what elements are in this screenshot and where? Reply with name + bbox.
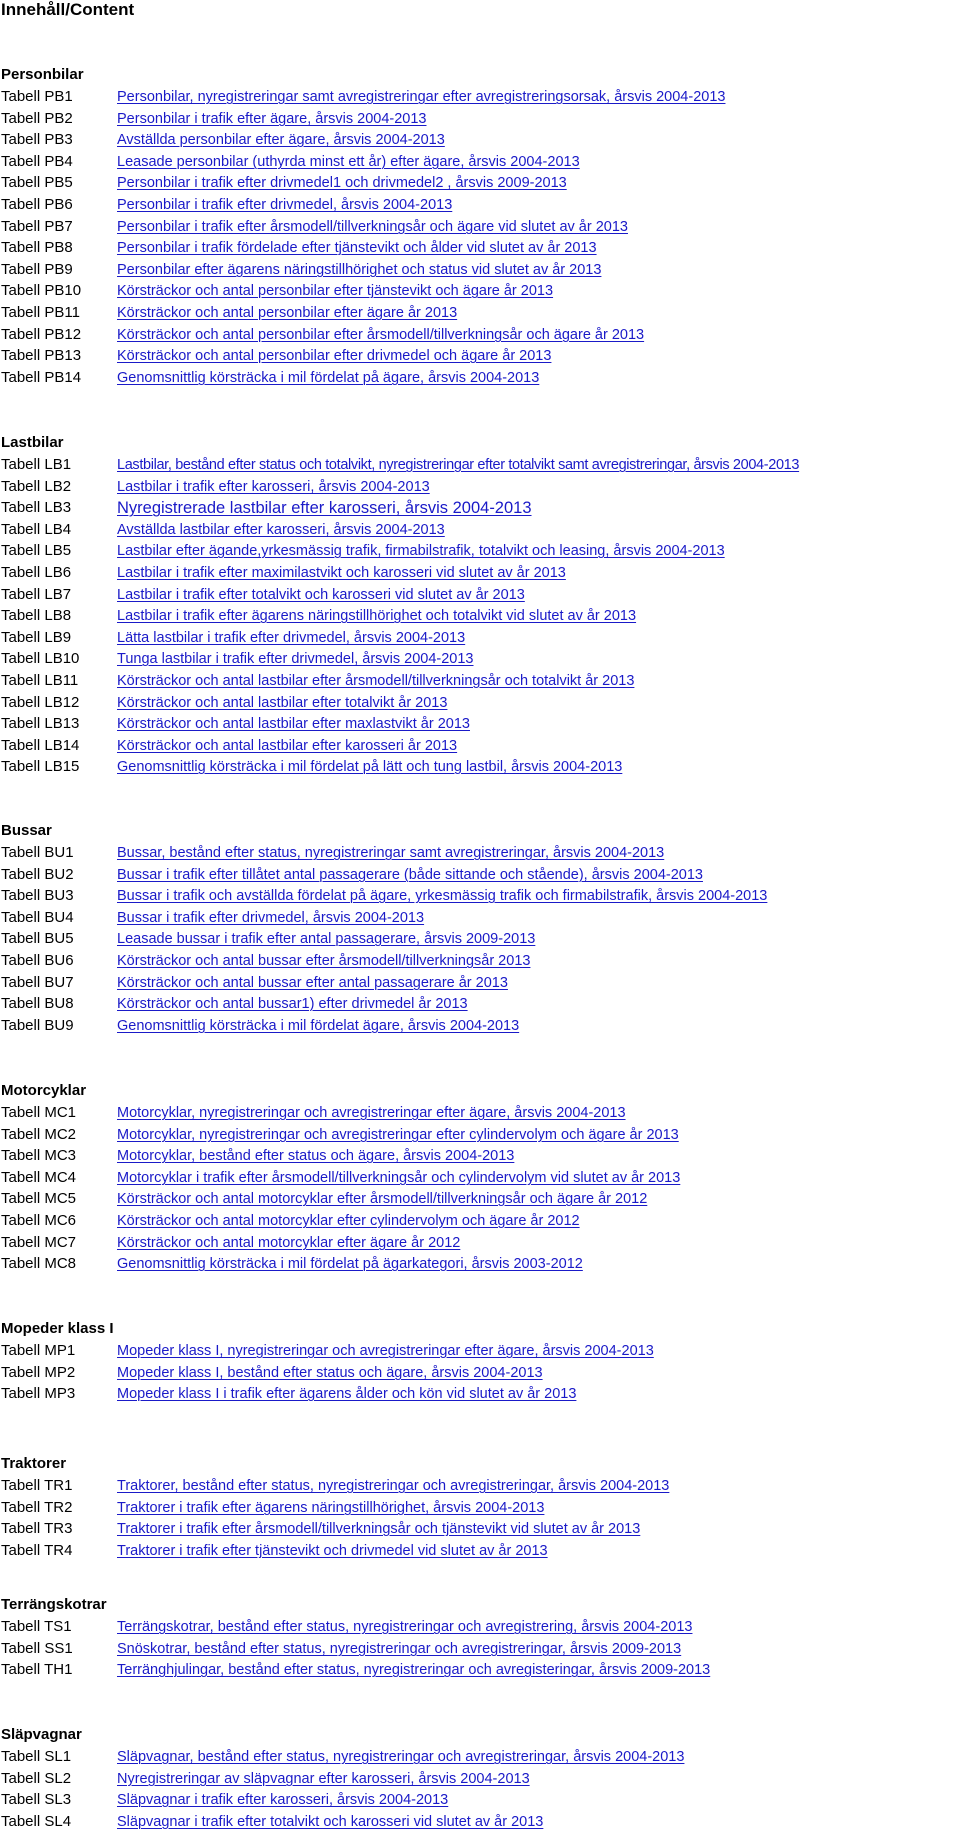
toc-row (1, 130, 959, 151)
table-code: Tabell MP2 (1, 1364, 76, 1381)
table-code: Tabell PB9 (1, 261, 73, 278)
table-code: Tabell PB10 (1, 282, 82, 299)
toc-row (1, 325, 959, 346)
toc-row (1, 238, 959, 259)
table-link[interactable]: Motorcyklar i trafik efter årsmodell/tillverkningsår och cylindervolym vid slutet av år 2013 (117, 1170, 681, 1186)
table-link[interactable]: Körsträckor och antal lastbilar efter årsmodell/tillverkningsår och totalvikt år 2013 (117, 673, 635, 689)
toc-row (1, 1541, 959, 1562)
table-code: Tabell MC8 (1, 1255, 77, 1272)
toc-row (1, 736, 959, 757)
table-code: Tabell MC1 (1, 1104, 77, 1121)
table-link[interactable]: Lastbilar i trafik efter karosseri, årsvis 2004-2013 (117, 479, 430, 495)
table-link[interactable]: Körsträckor och antal personbilar efter ägare år 2013 (117, 305, 458, 321)
table-link[interactable]: Traktorer i trafik efter ägarens näringstillhörighet, årsvis 2004-2013 (117, 1500, 545, 1516)
table-link[interactable]: Bussar, bestånd efter status, nyregistreringar samt avregistreringar, årsvis 2004-2013 (117, 845, 665, 861)
table-link[interactable]: Motorcyklar, nyregistreringar och avregistreringar efter cylindervolym och ägare år 2013 (117, 1127, 679, 1143)
toc-row (1, 886, 959, 907)
table-code: Tabell LB7 (1, 586, 72, 603)
table-code: Tabell PB14 (1, 369, 82, 386)
toc-row (1, 1211, 959, 1232)
table-link[interactable]: Körsträckor och antal motorcyklar efter årsmodell/tillverkningsår och ägare år 2012 (117, 1191, 648, 1207)
table-code: Tabell LB1 (1, 456, 72, 473)
toc-row (1, 346, 959, 367)
toc-row (1, 1146, 959, 1167)
toc-row (1, 606, 959, 627)
table-link[interactable]: Personbilar efter ägarens näringstillhörighet och status vid slutet av år 2013 (117, 262, 602, 278)
table-code: Tabell TS1 (1, 1618, 72, 1635)
section-heading: Personbilar (1, 66, 84, 83)
table-link[interactable]: Körsträckor och antal motorcyklar efter cylindervolym och ägare år 2012 (117, 1213, 580, 1229)
table-link[interactable]: Körsträckor och antal lastbilar efter maxlastvikt år 2013 (117, 716, 470, 732)
table-link[interactable]: Motorcyklar, nyregistreringar och avregistreringar efter ägare, årsvis 2004‑2013 (117, 1105, 626, 1121)
toc-row (1, 1254, 959, 1275)
table-code: Tabell PB5 (1, 174, 73, 191)
section-heading: Traktorer (1, 1455, 67, 1472)
table-link[interactable]: Snöskotrar, bestånd efter status, nyregistreringar och avregistreringar, årsvis 2009-2013 (117, 1641, 682, 1657)
table-link[interactable]: Lastbilar efter ägande,yrkesmässig trafik, firmabilstrafik, totalvikt och leasing, årsvis 2004-2013 (117, 543, 725, 559)
toc-row (1, 1363, 959, 1384)
toc-row (1, 477, 959, 498)
toc-row (1, 1660, 959, 1681)
table-link[interactable]: Personbilar i trafik efter årsmodell/tillverkningsår och ägare vid slutet av år 2013 (117, 219, 628, 235)
table-link[interactable]: Bussar i trafik efter drivmedel, årsvis 2004-2013 (117, 910, 425, 926)
toc-row (1, 1189, 959, 1210)
table-link[interactable]: Körsträckor och antal lastbilar efter karosseri år 2013 (117, 738, 458, 754)
section-heading: Motorcyklar (1, 1082, 87, 1099)
toc-row (1, 951, 959, 972)
toc-row (1, 585, 959, 606)
table-link[interactable]: Släpvagnar i trafik efter karosseri, årsvis 2004-2013 (117, 1792, 449, 1808)
table-link[interactable]: Släpvagnar i trafik efter totalvikt och karosseri vid slutet av år 2013 (117, 1814, 544, 1830)
table-link[interactable]: Tunga lastbilar i trafik efter drivmedel, årsvis 2004-2013 (117, 651, 474, 667)
toc-row (1, 1639, 959, 1660)
table-code: Tabell LB3 (1, 499, 72, 516)
toc-row (1, 195, 959, 216)
table-code: Tabell BU8 (1, 995, 74, 1012)
toc-row (1, 1016, 959, 1037)
toc-row (1, 865, 959, 886)
toc-row (1, 1125, 959, 1146)
table-link[interactable]: Körsträckor och antal personbilar efter tjänstevikt och ägare år 2013 (117, 283, 554, 299)
table-link[interactable]: Traktorer i trafik efter tjänstevikt och drivmedel vid slutet av år 2013 (117, 1543, 548, 1559)
table-code: Tabell LB9 (1, 629, 72, 646)
toc-row (1, 693, 959, 714)
toc-row (1, 757, 959, 778)
table-code: Tabell SL3 (1, 1791, 72, 1808)
table-link[interactable]: Genomsnittlig körsträcka i mil fördelat på ägarkategori, årsvis 2003‑2012 (117, 1256, 583, 1272)
section-heading: Lastbilar (1, 434, 64, 451)
table-link[interactable]: Personbilar i trafik efter drivmedel, årsvis 2004-2013 (117, 197, 453, 213)
table-link[interactable]: Körsträckor och antal lastbilar efter totalvikt år 2013 (117, 695, 448, 711)
table-code: Tabell PB1 (1, 88, 73, 105)
toc-row (1, 1384, 959, 1405)
toc-row (1, 520, 959, 541)
table-link[interactable]: Genomsnittlig körsträcka i mil fördelat på ägare, årsvis 2004-2013 (117, 370, 540, 386)
toc-row (1, 152, 959, 173)
toc-row (1, 628, 959, 649)
table-link[interactable]: Traktorer i trafik efter årsmodell/tillverkningsår och tjänstevikt vid slutet av år 2013 (117, 1521, 641, 1537)
table-code: Tabell BU6 (1, 952, 74, 969)
section-heading: Släpvagnar (1, 1726, 82, 1743)
table-code: Tabell LB10 (1, 650, 80, 667)
table-code: Tabell MC2 (1, 1126, 77, 1143)
table-link[interactable]: Motorcyklar, bestånd efter status och ägare, årsvis 2004-2013 (117, 1148, 515, 1164)
toc-row (1, 994, 959, 1015)
toc-row (1, 714, 959, 735)
table-link[interactable]: Nyregistrerade lastbilar efter karosseri, årsvis 2004-2013 (117, 499, 532, 517)
table-link[interactable]: Personbilar i trafik efter drivmedel1 och drivmedel2 , årsvis 2009-2013 (117, 175, 567, 191)
table-link[interactable]: Lastbilar i trafik efter totalvikt och karosseri vid slutet av år 2013 (117, 587, 525, 603)
table-code: Tabell LB2 (1, 478, 72, 495)
toc-row (1, 498, 959, 519)
toc-row (1, 1476, 959, 1497)
table-code: Tabell BU7 (1, 974, 74, 991)
table-link[interactable]: Mopeder klass I, nyregistreringar och avregistreringar efter ägare, årsvis 2004-2013 (117, 1343, 654, 1359)
table-code: Tabell LB12 (1, 694, 80, 711)
table-code: Tabell TR2 (1, 1499, 73, 1516)
table-code: Tabell PB12 (1, 326, 82, 343)
toc-row (1, 929, 959, 950)
table-code: Tabell PB6 (1, 196, 73, 213)
table-code: Tabell TH1 (1, 1661, 73, 1678)
table-link[interactable]: Personbilar i trafik fördelade efter tjänstevikt och ålder vid slutet av år 2013 (117, 240, 597, 256)
table-code: Tabell PB4 (1, 153, 73, 170)
table-code: Tabell BU4 (1, 909, 74, 926)
table-link[interactable]: Nyregistreringar av släpvagnar efter karosseri, årsvis 2004-2013 (117, 1771, 530, 1787)
table-code: Tabell BU2 (1, 866, 74, 883)
toc-row (1, 563, 959, 584)
table-code: Tabell TR3 (1, 1520, 73, 1537)
table-code: Tabell MC6 (1, 1212, 77, 1229)
table-code: Tabell SL1 (1, 1748, 72, 1765)
table-code: Tabell SS1 (1, 1640, 73, 1657)
table-link[interactable]: Avställda lastbilar efter karosseri, årsvis 2004-2013 (117, 522, 445, 538)
toc-row (1, 173, 959, 194)
table-link[interactable]: Genomsnittlig körsträcka i mil fördelat ägare, årsvis 2004-2013 (117, 1018, 520, 1034)
table-code: Tabell PB8 (1, 239, 73, 256)
toc-row (1, 1168, 959, 1189)
table-link[interactable]: Terrängskotrar, bestånd efter status, nyregistreringar och avregistrering, årsvis 2004-2013 (117, 1619, 693, 1635)
table-link[interactable]: Körsträckor och antal bussar efter antal passagerare år 2013 (117, 975, 508, 991)
toc-row (1, 1233, 959, 1254)
table-link[interactable]: Personbilar i trafik efter ägare, årsvis 2004-2013 (117, 111, 427, 127)
table-link[interactable]: Mopeder klass I i trafik efter ägarens ålder och kön vid slutet av år 2013 (117, 1386, 577, 1402)
table-code: Tabell LB5 (1, 542, 72, 559)
table-link[interactable]: Släpvagnar, bestånd efter status, nyregistreringar och avregistreringar, årsvis 2004-2013 (117, 1749, 685, 1765)
toc-row (1, 1341, 959, 1362)
table-link[interactable]: Avställda personbilar efter ägare, årsvis 2004-2013 (117, 132, 445, 148)
table-code: Tabell PB11 (1, 304, 80, 321)
table-code: Tabell LB13 (1, 715, 80, 732)
table-code: Tabell TR4 (1, 1542, 73, 1559)
section-heading: Terrängskotrar (1, 1596, 107, 1613)
table-code: Tabell LB4 (1, 521, 72, 538)
toc-row (1, 1103, 959, 1124)
toc-row (1, 671, 959, 692)
table-link[interactable]: Genomsnittlig körsträcka i mil fördelat på lätt och tung lastbil, årsvis 2004-2013 (117, 759, 623, 775)
table-link[interactable]: Leasade personbilar (uthyrda minst ett år) efter ägare, årsvis 2004-2013 (117, 154, 580, 170)
toc-row (1, 1769, 959, 1790)
toc-row (1, 843, 959, 864)
toc-row (1, 303, 959, 324)
table-code: Tabell LB15 (1, 758, 80, 775)
toc-row (1, 541, 959, 562)
table-link[interactable]: Mopeder klass I, bestånd efter status och ägare, årsvis 2004-2013 (117, 1365, 543, 1381)
table-code: Tabell SL2 (1, 1770, 72, 1787)
toc-row (1, 217, 959, 238)
toc-row (1, 455, 959, 476)
table-code: Tabell LB11 (1, 672, 79, 689)
table-code: Tabell BU9 (1, 1017, 74, 1034)
table-code: Tabell BU3 (1, 887, 74, 904)
table-link[interactable]: Körsträckor och antal personbilar efter årsmodell/tillverkningsår och ägare år 2013 (117, 327, 645, 343)
toc-row (1, 368, 959, 389)
table-link[interactable]: Körsträckor och antal motorcyklar efter ägare år 2012 (117, 1235, 461, 1251)
table-link[interactable]: Lastbilar, bestånd efter status och totalvikt, nyregistreringar efter totalvikt samt avregistreringar, årsvis 2004-2013 (117, 457, 800, 473)
toc-row (1, 87, 959, 108)
toc-row (1, 649, 959, 670)
section-heading: Mopeder klass I (1, 1320, 114, 1337)
toc-row (1, 1747, 959, 1768)
section-heading: Bussar (1, 822, 52, 839)
table-code: Tabell LB14 (1, 737, 80, 754)
toc-row (1, 1498, 959, 1519)
table-link[interactable]: Körsträckor och antal bussar1) efter drivmedel år 2013 (117, 996, 468, 1012)
table-code: Tabell TR1 (1, 1477, 73, 1494)
table-link[interactable]: Personbilar, nyregistreringar samt avregistreringar efter avregistreringsorsak, årsvis 2004-2013 (117, 89, 726, 105)
table-code: Tabell PB7 (1, 218, 73, 235)
table-link[interactable]: Lastbilar i trafik efter maximilastvikt och karosseri vid slutet av år 2013 (117, 565, 566, 581)
toc-row (1, 908, 959, 929)
table-code: Tabell MC3 (1, 1147, 77, 1164)
table-link[interactable]: Körsträckor och antal bussar efter årsmodell/tillverkningsår 2013 (117, 953, 531, 969)
table-code: Tabell PB2 (1, 110, 73, 127)
table-code: Tabell PB3 (1, 131, 73, 148)
table-code: Tabell PB13 (1, 347, 82, 364)
table-link[interactable]: Bussar i trafik och avställda fördelat på ägare, yrkesmässig trafik och firmabilstrafik, årsvis 2004-2013 (117, 888, 768, 904)
table-code: Tabell MC4 (1, 1169, 77, 1186)
table-link[interactable]: Traktorer, bestånd efter status, nyregistreringar och avregistreringar, årsvis 2004-2013 (117, 1478, 670, 1494)
toc-row (1, 1812, 959, 1833)
table-link[interactable]: Lätta lastbilar i trafik efter drivmedel, årsvis 2004-2013 (117, 630, 466, 646)
toc-row (1, 1790, 959, 1811)
toc-row (1, 973, 959, 994)
table-code: Tabell BU5 (1, 930, 74, 947)
table-link[interactable]: Leasade bussar i trafik efter antal passagerare, årsvis 2009-2013 (117, 931, 536, 947)
table-code: Tabell MC7 (1, 1234, 77, 1251)
table-code: Tabell LB8 (1, 607, 72, 624)
table-code: Tabell SL4 (1, 1813, 72, 1830)
table-code: Tabell MP3 (1, 1385, 76, 1402)
table-code: Tabell MP1 (1, 1342, 76, 1359)
page-title: Innehåll/Content (1, 0, 135, 19)
toc-row (1, 109, 959, 130)
table-code: Tabell BU1 (1, 844, 74, 861)
toc-row (1, 260, 959, 281)
toc-row (1, 281, 959, 302)
table-link[interactable]: Körsträckor och antal personbilar efter drivmedel och ägare år 2013 (117, 348, 552, 364)
table-link[interactable]: Bussar i trafik efter tillåtet antal passagerare (både sittande och stående), årsvis 2004-2013 (117, 867, 703, 883)
table-link[interactable]: Lastbilar i trafik efter ägarens näringstillhörighet och totalvikt vid slutet av år 2013 (117, 608, 637, 624)
toc-row (1, 1617, 959, 1638)
toc-row (1, 1519, 959, 1540)
table-code: Tabell MC5 (1, 1190, 77, 1207)
table-code: Tabell LB6 (1, 564, 72, 581)
table-link[interactable]: Terränghjulingar, bestånd efter status, nyregistreringar och avregisteringar, årsvis 2009-2013 (117, 1662, 711, 1678)
